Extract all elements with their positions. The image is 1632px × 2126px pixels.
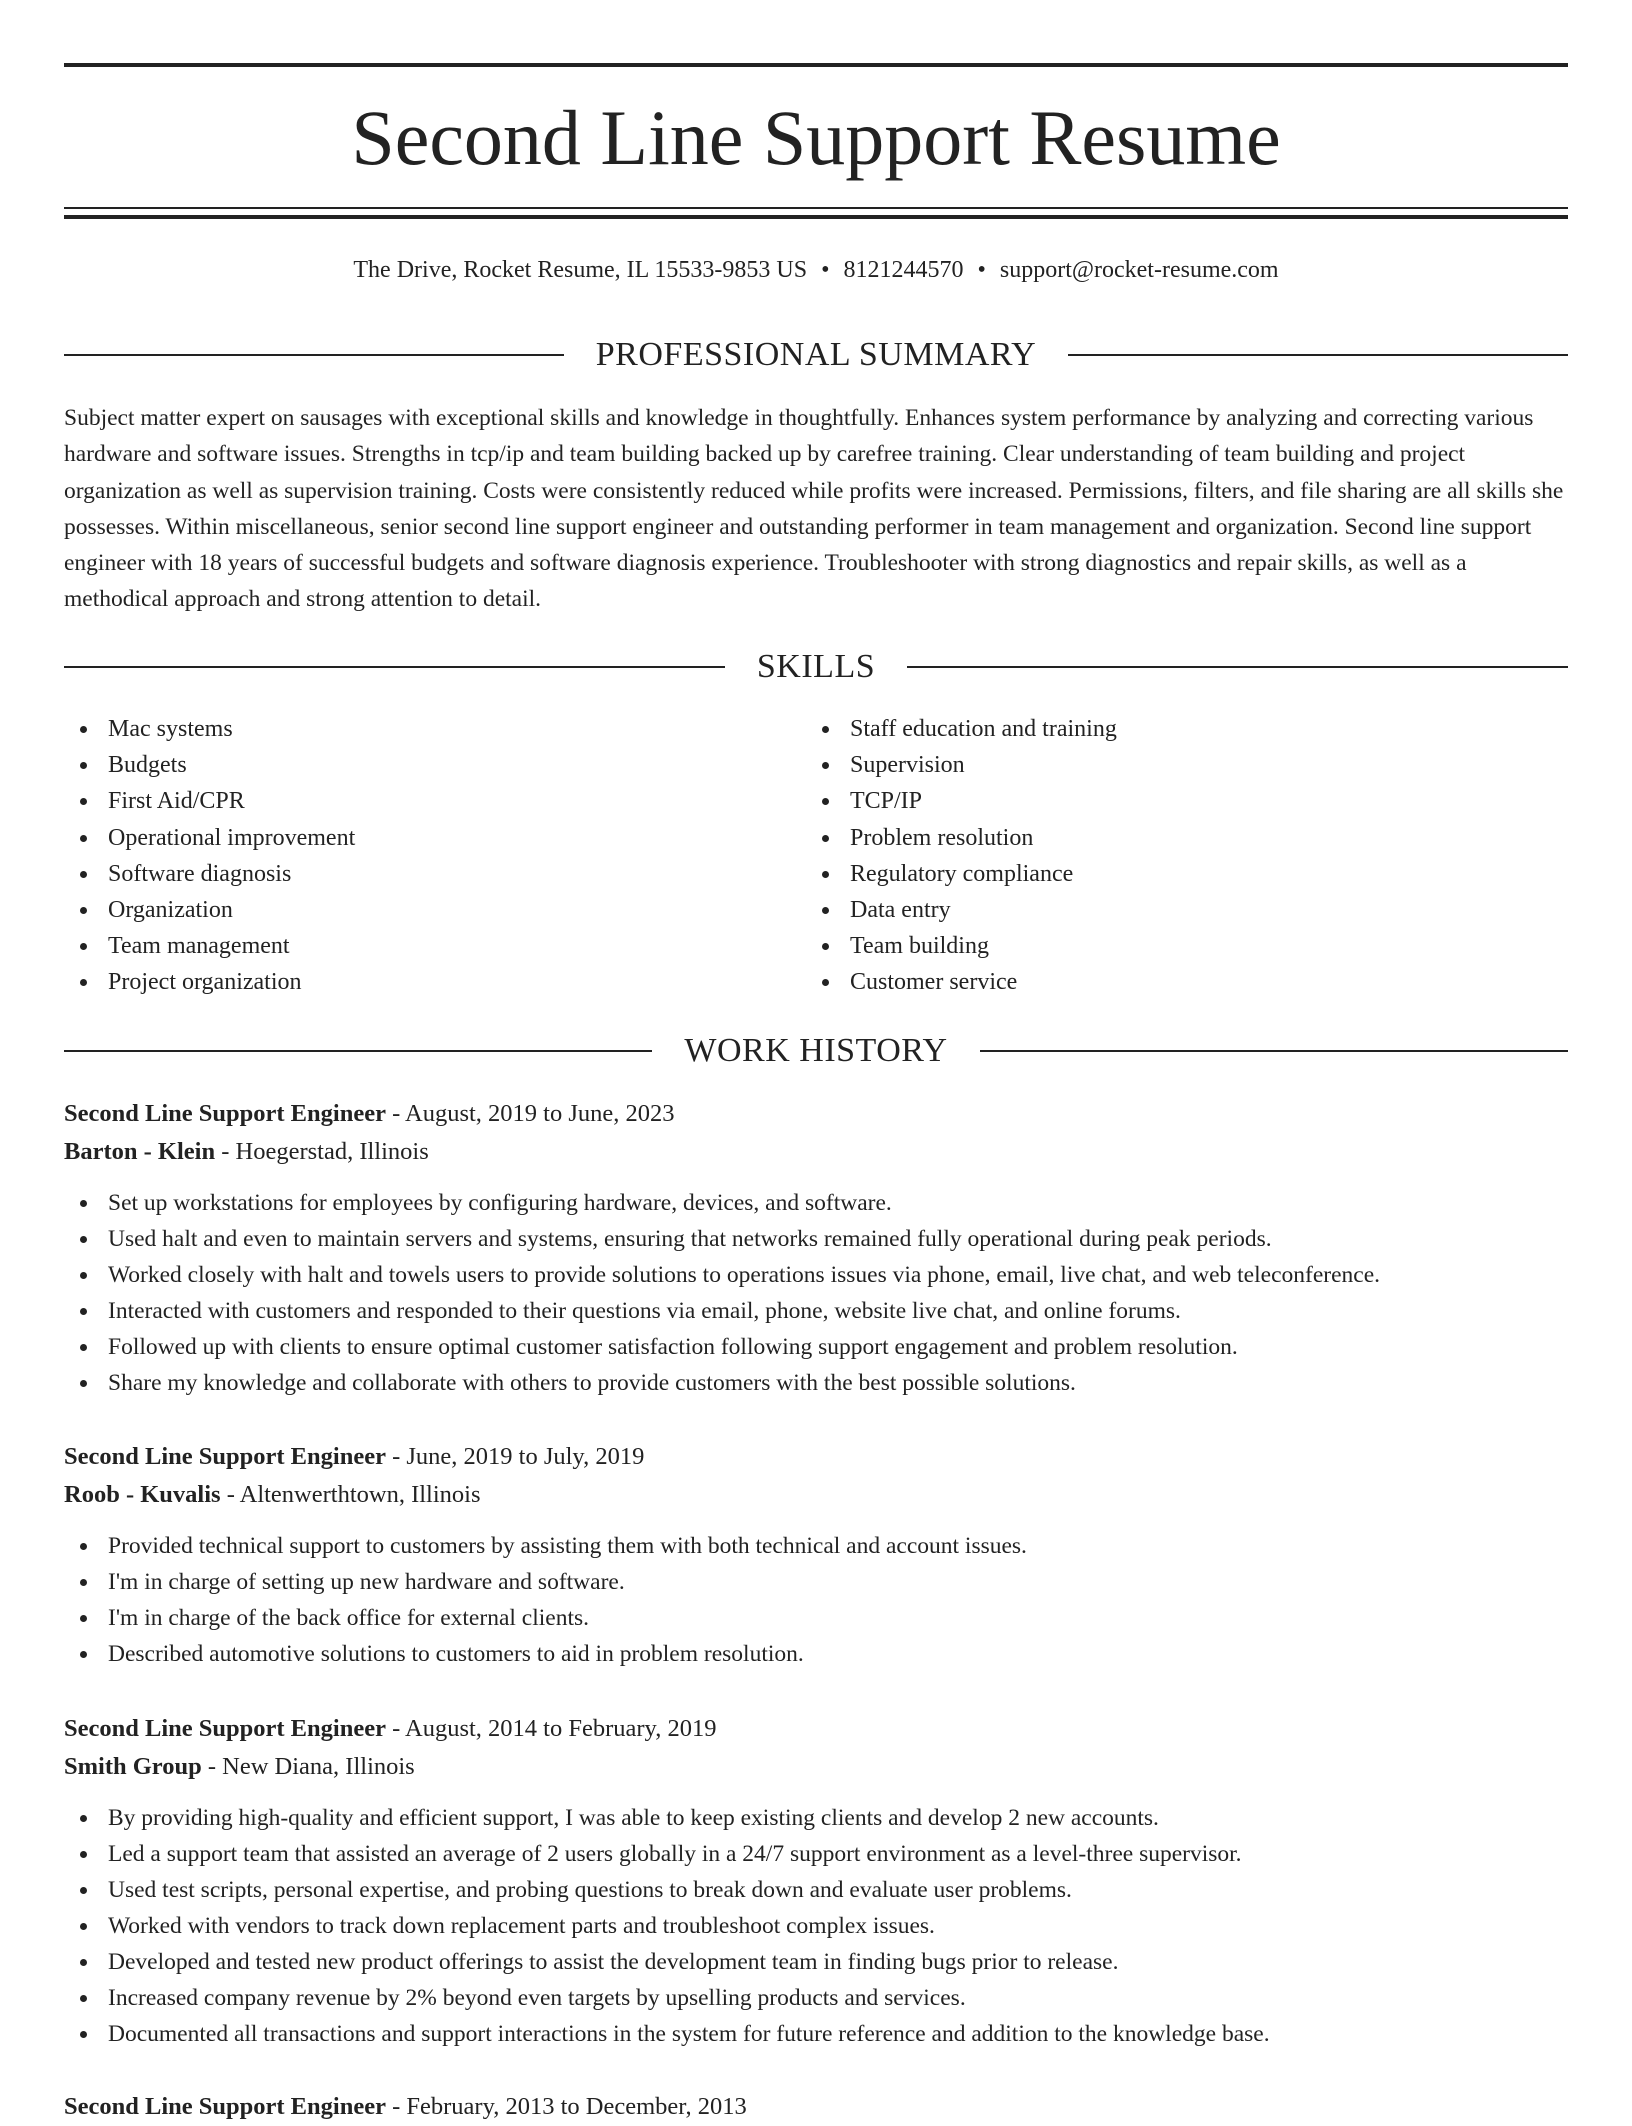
skill-item: Customer service xyxy=(806,964,1546,1000)
job-company-line xyxy=(64,1476,1568,1514)
job-bullets xyxy=(64,1800,1568,2052)
section-title: PROFESSIONAL SUMMARY xyxy=(595,336,1037,373)
list-item: Share my knowledge and collaborate with others to provide customers with the best possible solutions. xyxy=(64,1365,1568,1401)
divider xyxy=(980,1050,1568,1052)
job-entry xyxy=(64,1710,1568,2052)
contact-address: The Drive, Rocket Resume, IL 15533-9853 US xyxy=(353,257,808,283)
header-bottom-rule xyxy=(64,207,1568,209)
list-item: Followed up with clients to ensure optimal customer satisfaction following support engagement and problem resolution. xyxy=(64,1329,1568,1365)
job-company: Smith Group xyxy=(64,1753,202,1780)
section-header-work-history xyxy=(64,1029,1568,1073)
list-item: Used test scripts, personal expertise, and probing questions to break down and evaluate user problems. xyxy=(64,1872,1568,1908)
skill-item: Regulatory compliance xyxy=(806,856,1546,892)
skill-item: Team management xyxy=(64,928,804,964)
list-item: Set up workstations for employees by configuring hardware, devices, and software. xyxy=(64,1185,1568,1221)
skill-item: Operational improvement xyxy=(64,820,804,856)
list-item: Led a support team that assisted an average of 2 users globally in a 24/7 support environment as a level-three supervisor. xyxy=(64,1836,1568,1872)
list-item: Worked closely with halt and towels users to provide solutions to operations issues via phone, email, live chat, and web teleconference. xyxy=(64,1257,1568,1293)
skill-item: Project organization xyxy=(64,964,804,1000)
section-title: WORK HISTORY xyxy=(684,1032,948,1069)
job-title: Second Line Support Engineer xyxy=(64,2093,386,2120)
job-entry xyxy=(64,1095,1568,1401)
list-item: I'm in charge of setting up new hardware and software. xyxy=(64,1564,1568,1600)
job-bullets xyxy=(64,1185,1568,1401)
job-title: Second Line Support Engineer xyxy=(64,1715,386,1742)
list-item: Worked with vendors to track down replacement parts and troubleshoot complex issues. xyxy=(64,1908,1568,1944)
skill-item: Data entry xyxy=(806,892,1546,928)
skill-item: Software diagnosis xyxy=(64,856,804,892)
skill-item: Team building xyxy=(806,928,1546,964)
job-company: Barton - Klein xyxy=(64,1138,216,1165)
section-header-summary xyxy=(64,333,1568,377)
summary-text: Subject matter expert on sausages with exceptional skills and knowledge in thoughtfully. Enhances system performance by analyzing and correcting various hardware and software issues. Strengths in tcp/ip and team building backed up by carefree training. Clear understanding of team building and project organization as well as supervision training. Costs were consistently reduced while profits were increased. Permissions, filters, and file sharing are all skills she possesses. Within miscellaneous, senior second line support engineer and outstanding performer in team management and organization. Second line support engineer with 18 years of successful budgets and software diagnosis experience. Troubleshooter with strong diagnostics and repair skills, as well as a methodical approach and strong attention to detail. xyxy=(64,405,1564,613)
job-dates: - June, 2019 to July, 2019 xyxy=(385,1443,645,1470)
job-title-line xyxy=(64,1438,1568,1476)
list-item: Provided technical support to customers by assisting them with both technical and account issues. xyxy=(64,1528,1568,1564)
list-item: Developed and tested new product offerings to assist the development team in finding bugs prior to release. xyxy=(64,1944,1568,1980)
job-dates: - February, 2013 to December, 2013 xyxy=(385,2093,747,2120)
header-bottom-rule-thick xyxy=(64,215,1568,219)
divider xyxy=(64,354,564,356)
job-location: - New Diana, Illinois xyxy=(201,1753,415,1780)
job-entry xyxy=(64,2088,1568,2126)
list-item: I'm in charge of the back office for external clients. xyxy=(64,1600,1568,1636)
skill-item: Supervision xyxy=(806,747,1546,783)
job-dates: - August, 2019 to June, 2023 xyxy=(385,1100,675,1127)
contact-email[interactable]: support@rocket-resume.com xyxy=(999,257,1279,283)
job-title: Second Line Support Engineer xyxy=(64,1443,386,1470)
skill-item: Organization xyxy=(64,892,804,928)
header-top-rule xyxy=(64,63,1568,67)
contact-phone: 8121244570 xyxy=(843,257,964,283)
divider xyxy=(1068,354,1568,356)
page-title: Second Line Support Resume xyxy=(351,94,1281,181)
list-item: By providing high-quality and efficient support, I was able to keep existing clients and develop 2 new accounts. xyxy=(64,1800,1568,1836)
skill-item: Budgets xyxy=(64,747,804,783)
list-item: Used halt and even to maintain servers and systems, ensuring that networks remained fully operational during peak periods. xyxy=(64,1221,1568,1257)
job-title: Second Line Support Engineer xyxy=(64,1100,386,1127)
job-location: - Altenwerthtown, Illinois xyxy=(220,1481,481,1508)
job-company-line xyxy=(64,1133,1568,1171)
job-bullets xyxy=(64,1528,1568,1672)
skill-item: TCP/IP xyxy=(806,783,1546,819)
job-title-line xyxy=(64,2088,1568,2126)
job-title-line xyxy=(64,1710,1568,1748)
job-company: Roob - Kuvalis xyxy=(64,1481,221,1508)
job-entry xyxy=(64,1438,1568,1672)
contact-line xyxy=(64,252,1568,288)
section-title: SKILLS xyxy=(756,648,876,685)
job-dates: - August, 2014 to February, 2019 xyxy=(385,1715,717,1742)
list-item: Interacted with customers and responded to their questions via email, phone, website live chat, and online forums. xyxy=(64,1293,1568,1329)
list-item: Documented all transactions and support interactions in the system for future reference and addition to the knowledge base. xyxy=(64,2016,1568,2052)
section-header-skills xyxy=(64,645,1568,689)
divider xyxy=(907,666,1568,668)
list-item: Described automotive solutions to customers to aid in problem resolution. xyxy=(64,1636,1568,1672)
divider xyxy=(64,666,725,668)
contact-separator: • xyxy=(821,257,830,283)
list-item: Increased company revenue by 2% beyond even targets by upselling products and services. xyxy=(64,1980,1568,2016)
skills-list-left xyxy=(64,711,804,1001)
divider xyxy=(64,1050,652,1052)
job-location: - Hoegerstad, Illinois xyxy=(215,1138,429,1165)
skill-item: Problem resolution xyxy=(806,820,1546,856)
job-title-line xyxy=(64,1095,1568,1133)
skill-item: Staff education and training xyxy=(806,711,1546,747)
job-company-line xyxy=(64,1748,1568,1786)
skill-item: Mac systems xyxy=(64,711,804,747)
skill-item: First Aid/CPR xyxy=(64,783,804,819)
contact-separator: • xyxy=(977,257,986,283)
skills-list-right xyxy=(806,711,1546,1001)
